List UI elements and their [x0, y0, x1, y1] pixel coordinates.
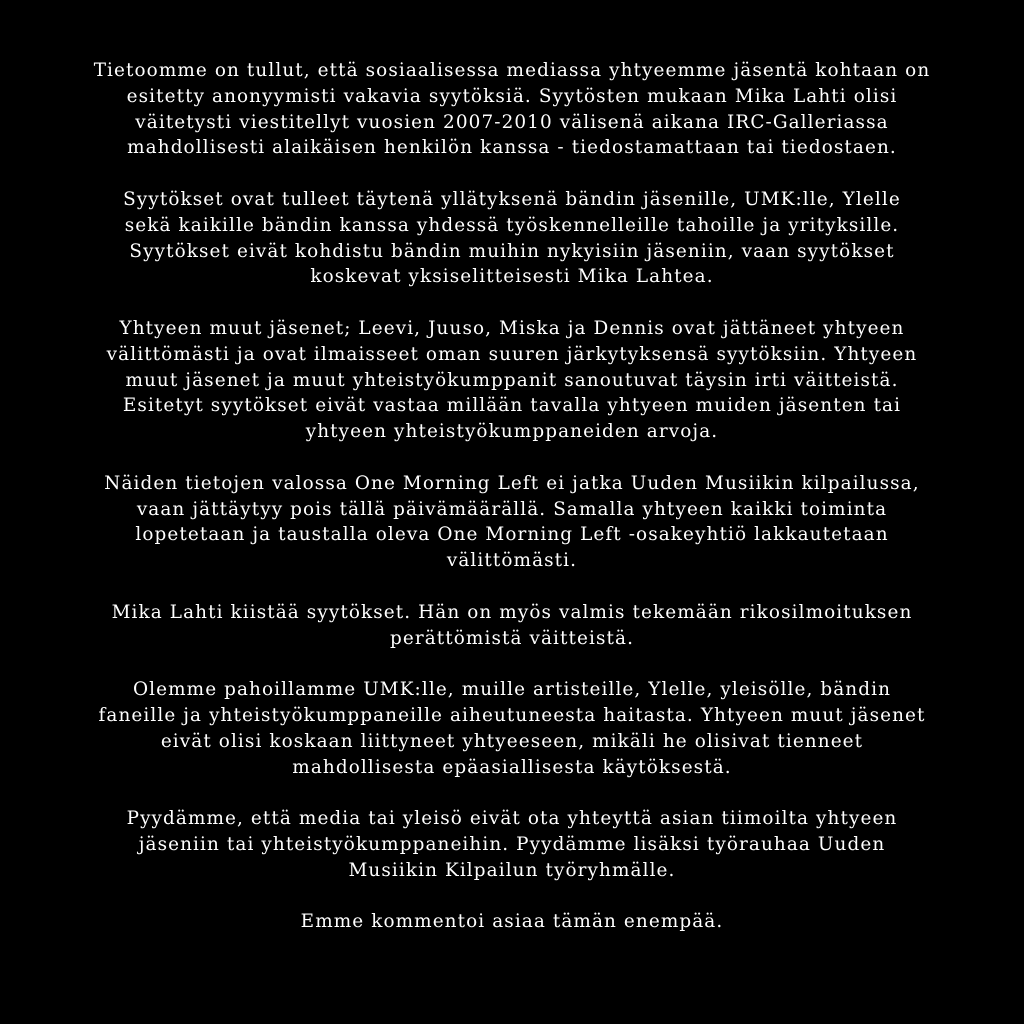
- text-line: Mika Lahti kiistää syytökset. Hän on myös valmis tekemään rikosilmoituksen: [111, 601, 913, 623]
- text-line: Pyydämme, että media tai yleisö eivät ota yhteyttä asian tiimoilta yhtyeen: [126, 808, 898, 830]
- text-line: väitetysti viestitellyt vuosien 2007-2010 välisenä aikana IRC-Galleriassa: [135, 111, 889, 133]
- text-line: Syytökset eivät kohdistu bändin muihin nykyisiin jäseniin, vaan syytökset: [129, 240, 895, 262]
- text-line: perättömistä väitteistä.: [389, 627, 635, 649]
- paragraph-surprise: [60, 187, 964, 290]
- text-line: Tietoomme on tullut, että sosiaalisessa mediassa yhtyeemme jäsentä kohtaan on: [93, 60, 931, 81]
- text-line: välittömästi.: [446, 550, 578, 572]
- text-line: Emme kommentoi asiaa tämän enempää.: [300, 911, 724, 933]
- paragraph-closing: [60, 909, 964, 935]
- paragraph-allegations: [60, 58, 964, 161]
- text-line: muut jäsenet ja muut yhteistyökumppanit sanoutuvat täysin irti väitteistä.: [125, 369, 899, 391]
- text-line: faneille ja yhteistyökumppaneille aiheutuneesta haitasta. Yhtyeen muut jäsenet: [98, 704, 926, 726]
- text-line: mahdollisesta epäasiallisesta käytöksestä.: [292, 756, 732, 778]
- text-line: koskevat yksiselitteisesti Mika Lahtea.: [310, 266, 714, 288]
- text-line: välittömästi ja ovat ilmaisseet oman suuren järkytyksensä syytöksiin. Yhtyeen: [106, 343, 918, 365]
- text-line: yhtyeen yhteistyökumppaneiden arvoja.: [305, 421, 719, 443]
- text-line: vaan jättäytyy pois tällä päivämäärällä. Samalla yhtyeen kaikki toiminta: [136, 498, 888, 520]
- text-line: lopetetaan ja taustalla oleva One Morning Left -osakeyhtiö lakkautetaan: [135, 524, 889, 546]
- paragraph-request: [60, 806, 964, 883]
- text-line: Esitetyt syytökset eivät vastaa millään tavalla yhtyeen muiden jäsenten tai: [122, 395, 902, 417]
- paragraph-apology: [60, 677, 964, 780]
- text-line: mahdollisesti alaikäisen henkilön kanssa - tiedostamattaan tai tiedostaen.: [127, 137, 897, 159]
- paragraph-members-left: [60, 316, 964, 445]
- text-line: Syytökset ovat tulleet täytenä yllätyksenä bändin jäsenille, UMK:lle, Ylelle: [123, 188, 901, 210]
- statement-body: [0, 58, 1024, 961]
- text-line: esitetty anonyymisti vakavia syytöksiä. Syytösten mukaan Mika Lahti olisi: [126, 85, 898, 107]
- text-line: eivät olisi koskaan liittyneet yhtyeeseen, mikäli he olisivat tienneet: [160, 730, 864, 752]
- paragraph-denial: [60, 600, 964, 652]
- text-line: jäseniin tai yhteistyökumppaneihin. Pyydämme lisäksi työrauhaa Uuden: [138, 833, 886, 855]
- text-line: sekä kaikille bändin kanssa yhdessä työskennelleille tahoille ja yrityksille.: [124, 214, 900, 236]
- paragraph-withdrawal: [60, 471, 964, 574]
- text-line: Yhtyeen muut jäsenet; Leevi, Juuso, Miska ja Dennis ovat jättäneet yhtyeen: [119, 317, 905, 339]
- text-line: Musiikin Kilpailun työryhmälle.: [348, 859, 676, 881]
- text-line: Olemme pahoillamme UMK:lle, muille artisteille, Ylelle, yleisölle, bändin: [132, 679, 892, 701]
- text-line: Näiden tietojen valossa One Morning Left ei jatka Uuden Musiikin kilpailussa,: [104, 472, 920, 494]
